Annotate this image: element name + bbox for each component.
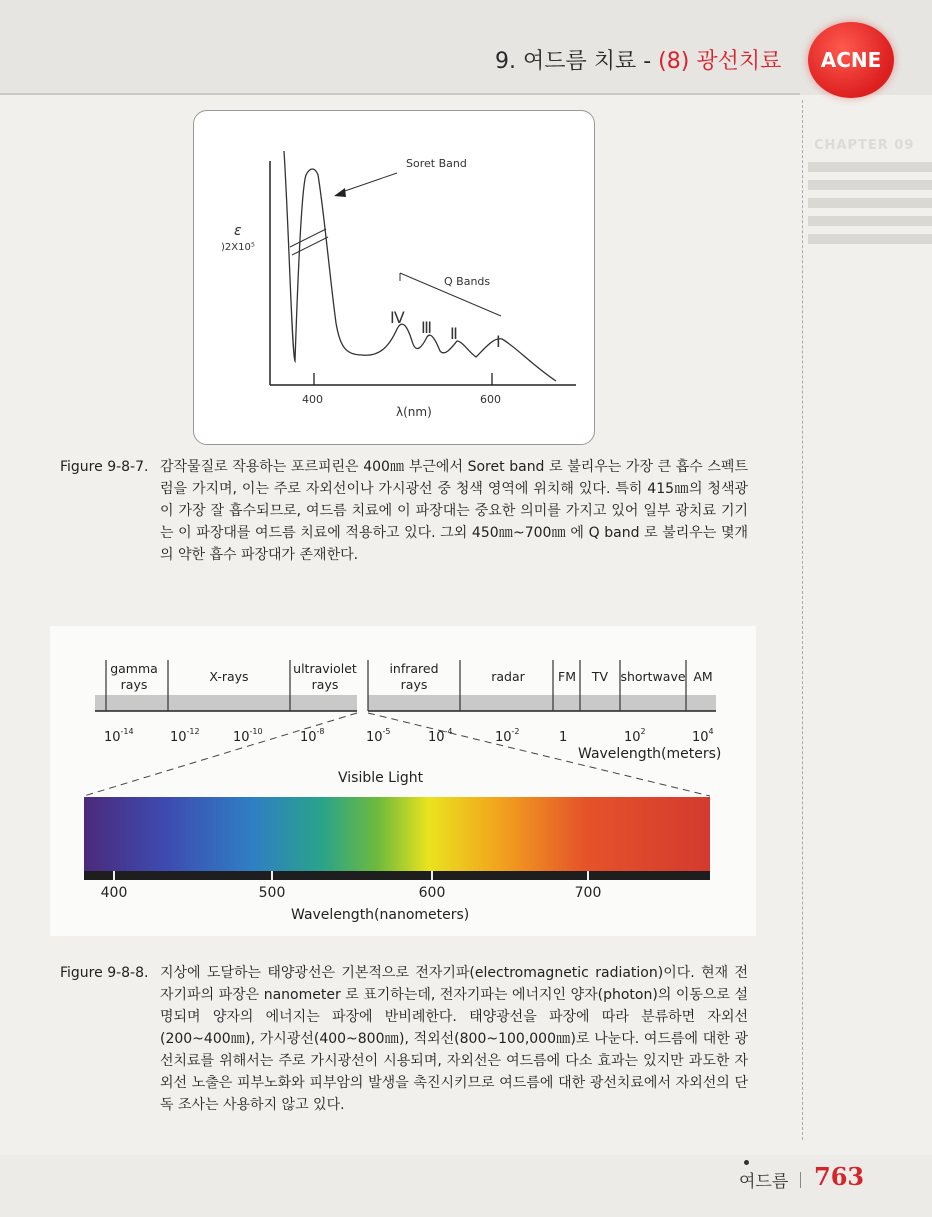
tick-base: 10	[495, 730, 512, 745]
footer-section: 여드름	[739, 1172, 789, 1192]
page-footer	[0, 1155, 932, 1217]
scale-bar-right	[368, 695, 716, 711]
visible-spectrum-bar	[84, 797, 710, 871]
q-bands-label: Q Bands	[444, 275, 491, 288]
header-band	[0, 0, 932, 95]
wavelength-tick	[624, 727, 646, 745]
wavelength-tick	[428, 727, 453, 745]
tick-exponent: -2	[511, 727, 520, 736]
page-title	[495, 44, 781, 75]
soret-band-label: Soret Band	[406, 157, 467, 170]
figure-caption-1	[60, 456, 748, 563]
band-label-tv: TV	[591, 669, 609, 684]
absorption-chart	[194, 111, 594, 444]
tick-exponent: -14	[120, 727, 134, 736]
chapter-stripes	[808, 162, 932, 244]
caption-text: 지상에 도달하는 태양광선은 기본적으로 전자기파(electromagnetic radiation)이다. 현재 전자기파의 파장은 nanometer 로 표기하는데, 전자기파는 에너지인 양자(photon)의 이동으로 설명되며 양자의 에너지는 파장에 반비례한다. 태양광선을 파장에 따라 분류하면 자외선(200~400㎚), 가시광선(400~800㎚), 적외선(800~100,000㎚)로 나눈다. 여드름에 대한 광선치료를 위해서는 주로 가시광선이 시용되며, 자외선은 여드름에 다소 효과는 있지만 과도한 자외선 노출은 피부노화와 피부암의 발생을 촉진시키므로 여드름에 대한 광선치료에서 자외선의 단독 조사는 사용하지 않고 있다.	[160, 965, 748, 1113]
band-label-infrared: infrared	[389, 661, 439, 676]
figure-caption-2	[60, 962, 748, 1113]
band-label-shortwave: shortwave	[620, 669, 686, 684]
y-axis-symbol: ε	[234, 223, 242, 239]
x-axis-label: λ(nm)	[396, 405, 432, 419]
axis-break-mark	[292, 237, 328, 255]
x-tick-label: 600	[480, 393, 501, 406]
band-label-infrared-2: rays	[400, 677, 428, 692]
footer-dot	[744, 1160, 749, 1165]
tick-exponent: -10	[249, 727, 263, 736]
tick-exponent: -4	[444, 727, 453, 736]
visible-light-label: Visible Light	[338, 770, 424, 786]
tick-base: 10	[300, 730, 317, 745]
tick-base: 10	[233, 730, 250, 745]
wavelength-ticks	[104, 727, 714, 745]
tick-base: 10	[692, 730, 709, 745]
wavelength-tick	[559, 730, 567, 745]
axis-break-mark	[290, 229, 326, 247]
tick-exponent: -12	[186, 727, 200, 736]
nm-tick-label: 500	[258, 885, 286, 901]
footer-separator	[800, 1172, 801, 1188]
caption-text: 감작물질로 작용하는 포르피린은 400㎚ 부근에서 Soret band 로 불리우는 가장 큰 흡수 스펙트럼을 가지며, 이는 주로 자외선이나 가시광선 중 청색 영역에 위치해 있다. 특히 415㎚의 청색광이 가장 잘 흡수되므로, 여드름 치료에 이 파장대는 중요한 의미를 가지고 있어 일부 광치료 기기는 이 파장대를 여드름 치료에 적용하고 있다. 그외 450㎚~700㎚ 에 Q band 로 불리우는 몇개의 약한 흡수 파장대가 존재한다.	[160, 459, 748, 563]
scale-bar-left	[95, 695, 357, 711]
band-label-gamma-2: rays	[120, 677, 148, 692]
band-label-fm: FM	[558, 669, 576, 684]
peak-label: Ⅱ	[450, 324, 458, 343]
acne-badge: ACNE	[808, 22, 894, 98]
wavelength-tick	[692, 727, 714, 745]
tick-base: 1	[559, 730, 568, 745]
wavelength-tick	[366, 727, 391, 745]
nm-scale-bar	[84, 871, 710, 880]
soret-arrow	[339, 173, 397, 193]
nm-tick	[431, 871, 433, 880]
nm-tick	[587, 871, 589, 880]
wavelength-tick	[495, 727, 520, 745]
wavelength-tick	[170, 727, 200, 745]
absorption-figure	[193, 110, 595, 445]
soret-arrowhead	[334, 188, 346, 197]
peak-label: Ⅲ	[421, 318, 433, 337]
em-spectrum-figure	[0, 620, 932, 940]
tick-exponent: 4	[708, 727, 714, 736]
nm-tick-label: 600	[418, 885, 446, 901]
title-prefix: 9. 여드름 치료 -	[495, 49, 659, 74]
caption-label: Figure 9-8-8.	[60, 965, 149, 981]
wavelength-tick	[300, 727, 325, 745]
tick-base: 10	[104, 730, 121, 745]
nm-tick	[271, 871, 273, 880]
absorption-curve	[284, 151, 556, 381]
nm-tick-label: 400	[100, 885, 128, 901]
band-label-ultraviolet: ultraviolet	[293, 661, 357, 676]
x-tick-label: 400	[302, 393, 323, 406]
band-labels	[110, 661, 712, 692]
caption-label: Figure 9-8-7.	[60, 459, 149, 475]
zoom-line-left	[84, 713, 357, 796]
nm-tick	[113, 871, 115, 880]
header-rule	[0, 93, 800, 95]
tick-base: 10	[428, 730, 445, 745]
y-axis-scale: )2X10⁵	[221, 242, 255, 253]
title-accent: (8) 광선치료	[658, 49, 782, 74]
page-number: 763	[814, 1162, 865, 1191]
band-label-xrays: X-rays	[209, 669, 249, 684]
wavelength-nm-label: Wavelength(nanometers)	[291, 907, 470, 923]
tick-base: 10	[366, 730, 383, 745]
tick-exponent: 2	[640, 727, 646, 736]
nm-tick-label: 700	[574, 885, 602, 901]
tick-base: 10	[170, 730, 187, 745]
chapter-label: CHAPTER 09	[814, 138, 915, 153]
band-label-radar: radar	[491, 669, 525, 684]
peak-label: Ⅰ	[496, 332, 501, 351]
wavelength-tick	[104, 727, 134, 745]
peak-label: Ⅳ	[390, 308, 405, 327]
tick-exponent: -8	[316, 727, 325, 736]
wavelength-meters-label: Wavelength(meters)	[578, 746, 722, 762]
band-label-am: AM	[693, 669, 713, 684]
band-label-gamma: gamma	[110, 661, 158, 676]
band-label-ultraviolet-2: rays	[311, 677, 339, 692]
nm-tick-labels	[101, 885, 602, 901]
tick-exponent: -5	[382, 727, 391, 736]
wavelength-tick	[233, 727, 263, 745]
tick-base: 10	[624, 730, 641, 745]
